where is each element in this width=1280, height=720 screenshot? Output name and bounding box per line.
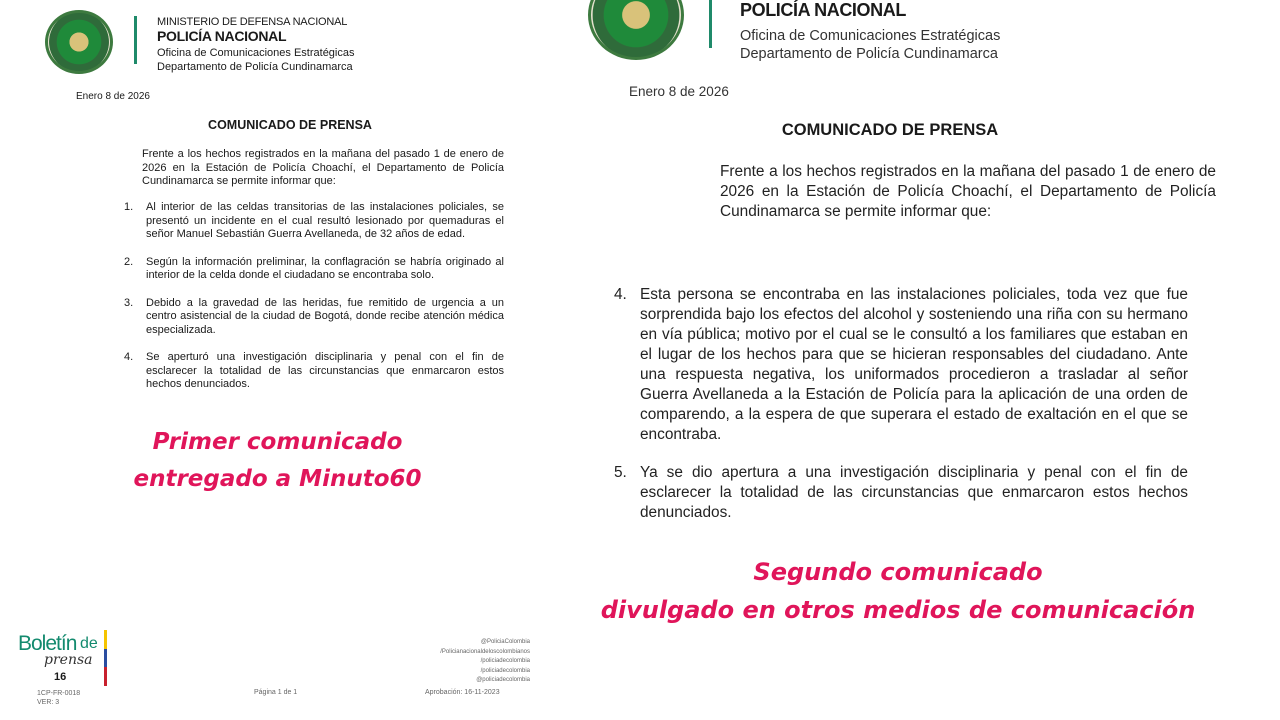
social-flickr: /policiadecolombia [480, 667, 530, 674]
list-item: 4. Esta persona se encontraba en las instalaciones policiales, toda vez que fue sorprendida bajo los efectos del alcohol y sosteniendo una riña con su hermano en vía pública; motivo por el cual se le consultó a los familiares que estaban en el lugar de los hechos para que se hicieran responsables del ciudadano. Ante una respuesta negativa, los uniformados procedieron a trasladar al señor Guerra Avellaneda a la Estación de Policía para la aplicación de una orden de comparendo, a la espera de que superara el estado de exaltación en el que se encontraba. [614, 286, 1188, 443]
right-header [740, 0, 1000, 63]
org-name: POLICÍA NACIONAL [740, 0, 906, 20]
left-caption: Primer comunicado entregado a Minuto60 [133, 429, 422, 492]
police-seal-logo [588, 0, 684, 60]
header-divider [709, 0, 712, 48]
page-number: Página 1 de 1 [254, 689, 298, 696]
right-caption: Segundo comunicado divulgado en otros medios de comunicación [600, 558, 1196, 624]
boletin-logo: Boletín de prensa 16 [18, 630, 108, 686]
list-item: 4. Se aperturó una investigación disciplinaria y penal con el fin de esclarecer la totalidad de las circunstancias que enmarcaron estos hechos denunciados. [124, 351, 504, 390]
org-name: POLICÍA NACIONAL [157, 28, 287, 44]
list-item: 3. Debido a la gravedad de las heridas, fue remitido de urgencia a un centro asistencial de la ciudad de Bogotá, donde recibe atención médica especializada. [124, 296, 504, 336]
form-version: VER: 3 [37, 699, 60, 706]
social-twitter: @PoliciaColombia [480, 639, 530, 645]
social-links [380, 638, 530, 686]
social-youtube: /policiadecolombia [480, 658, 530, 664]
left-header [157, 16, 354, 74]
list-item: 5. Ya se dio apertura a una investigación disciplinaria y penal con el fin de esclarecer la totalidad de las circunstancias que enmarcaron estos hechos denunciados. [614, 464, 1188, 521]
dept-name: Departamento de Policía Cundinamarca [157, 61, 353, 73]
right-date: Enero 8 de 2026 [629, 84, 729, 99]
left-date: Enero 8 de 2026 [76, 91, 150, 102]
social-facebook: /Policianacionaldeloscolombianos [440, 648, 530, 655]
left-items [124, 201, 504, 392]
office-name: Oficina de Comunicaciones Estratégicas [740, 28, 1001, 44]
right-intro: Frente a los hechos registrados en la mañana del pasado 1 de enero de 2026 en la Estación de Policía Choachí, el Departamento de Policía Cundinamarca se permite informar que: [720, 163, 1216, 220]
office-name: Oficina de Comunicaciones Estratégicas [157, 47, 355, 59]
right-title: COMUNICADO DE PRENSA [781, 121, 999, 139]
left-title: COMUNICADO DE PRENSA [208, 118, 372, 132]
form-code: 1CP-FR-0018 [37, 690, 81, 697]
list-item: 2. Según la información preliminar, la conflagración se habría originado al interior de la celda donde el ciudadano se encontraba solo. [124, 255, 504, 281]
approval-date: Aprobación: 16-11-2023 [425, 689, 500, 696]
dept-name: Departamento de Policía Cundinamarca [740, 46, 998, 62]
header-divider [134, 16, 137, 64]
police-seal-logo [45, 10, 113, 74]
left-intro: Frente a los hechos registrados en la mañana del pasado 1 de enero de 2026 en la Estación de Policía Choachí, el Departamento de Policía Cundinamarca se permite informar que: [142, 148, 504, 187]
social-instagram: @policiadecolombia [476, 677, 530, 683]
ministry-name: MINISTERIO DE DEFENSA NACIONAL [157, 16, 348, 28]
list-item: 1. Al interior de las celdas transitorias de las instalaciones policiales, se presentó un incidente en el cual resultó lesionado por quemaduras el señor Manuel Sebastián Guerra Avellaneda, de 32 años de edad. [124, 201, 504, 240]
right-items [614, 285, 1188, 523]
